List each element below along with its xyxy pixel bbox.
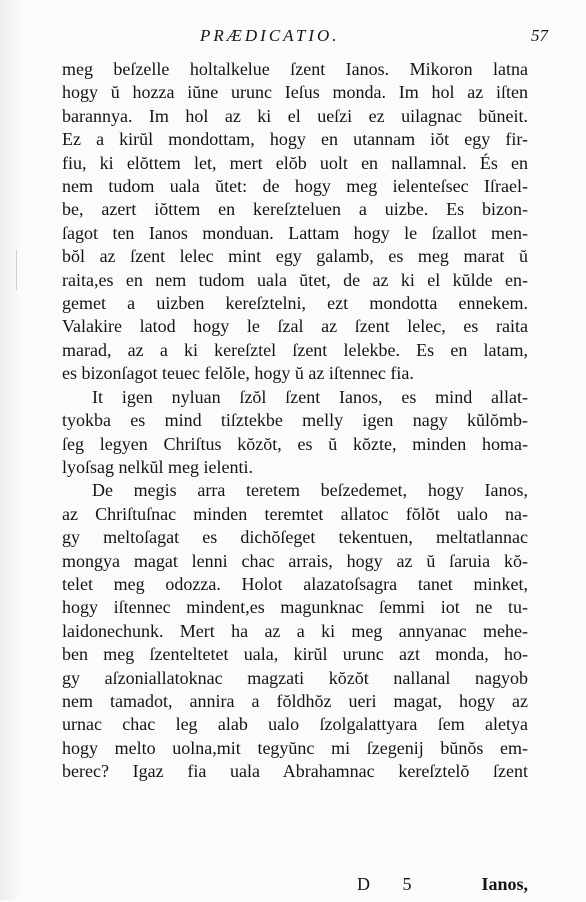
text-line: gy aſzoniallatoknac magzati kŏzŏt nallanal nagyob [62,667,528,688]
text-line: hogy ŭ hozza iŭne urunc Ieſus monda. Im hol az iſten [62,82,528,103]
text-line: ſeg legyen Chriſtus kŏzŏt, es ŭ kŏzte, minden homa- [62,433,528,454]
text-line: marad, az a ki kereſztel ſzent lelekbe. Es en latam, [62,339,528,360]
text-line: ſagot ten Ianos monduan. Lattam hogy le ſzallot men- [62,222,528,243]
margin-mark [16,250,17,290]
body-text [62,58,528,784]
text-line: meg beſzelle holtalkelue ſzent Ianos. Mikoron latna [62,59,528,79]
text-line: De megis arra teretem beſzedemet, hogy Ianos, [92,480,528,501]
text-line: mongya magat lenni chac arrais, hogy az ŭ ſaruia kŏ- [62,550,528,571]
page-number: 57 [531,26,548,45]
text-line: az Chriſtuſnac minden teremtet allatoc fŏlŏt ualo na- [62,503,528,524]
text-line: barannya. Im hol az ki el ueſzi ez uilagnac bŭneit. [62,105,528,126]
paragraph [62,58,528,386]
paragraph [62,386,528,480]
text-line: gemet a uizben kereſztelni, ezt mondotta ennekem. [62,293,528,314]
text-line: hogy melto uolna,mit tegyŭnc mi ſzegenij bŭnŏs em- [62,737,528,758]
text-line: telet meg odozza. Holot alazatoſsagra tanet minket, [62,573,528,594]
text-line: hogy iſtennec mindent,es magunknac ſemmi iot ne tu- [62,597,528,618]
text-line: tyokba es mind tiſztekbe melly igen nagy kŭlŏmb- [62,410,528,431]
text-line: Valakire latod hogy le ſzal az ſzent lelec, es raita [62,316,528,337]
text-line: be, azert iŏttem en kereſzteluen a uizbe. Es bizon- [62,199,528,220]
text-line: lyoſsag nelkŭl meg ielenti. [62,456,253,477]
text-line: Ez a kirŭl mondottam, hogy en utannam iŏt egy fir- [62,129,528,150]
text-line: fiu, ki elŏttem let, mert elŏb uolt en nallamnal. És en [62,152,528,173]
text-line: berec? Igaz fia uala Abrahamnac kereſztelŏ ſzent [62,761,528,782]
text-line: It igen nyluan ſzŏl ſzent Ianos, es mind allat- [92,386,528,407]
text-line: ben meg ſzenteltetet uala, kirŭl urunc azt monda, ho- [62,644,528,665]
text-line: nem tudom uala ŭtet: de hogy meg ielenteſsec Iſrael- [62,176,528,197]
paragraph [62,479,528,783]
text-line: laidonechunk. Mert ha az a ki meg annyanac mehe- [62,620,528,641]
signature-mark: D 5 [357,874,426,894]
text-line: nem tamadot, annira a fŏldhŏz ueri magat, hogy az [62,690,528,711]
page-footer [62,876,528,902]
running-title: PRÆDICATIO. [200,26,340,45]
text-line: gy meltoſagat es dichŏſeget tekentuen, meltatlannac [62,527,528,548]
catchword: Ianos, [481,874,528,894]
text-line: urnac chac leg alab ualo ſzolgalattyara ſem aletya [62,714,528,735]
text-line: es bizonſagot teuec felŏle, hogy ŭ az iſtennec fia. [62,363,414,384]
gutter-shadow [0,0,20,900]
text-line: bŏl az ſzent lelec mint egy galamb, es meg marat ŭ [62,246,528,267]
text-line: raita,es en nem tudom uala ŭtet, de az ki el kŭlde en- [62,269,528,290]
page-header [60,26,550,54]
